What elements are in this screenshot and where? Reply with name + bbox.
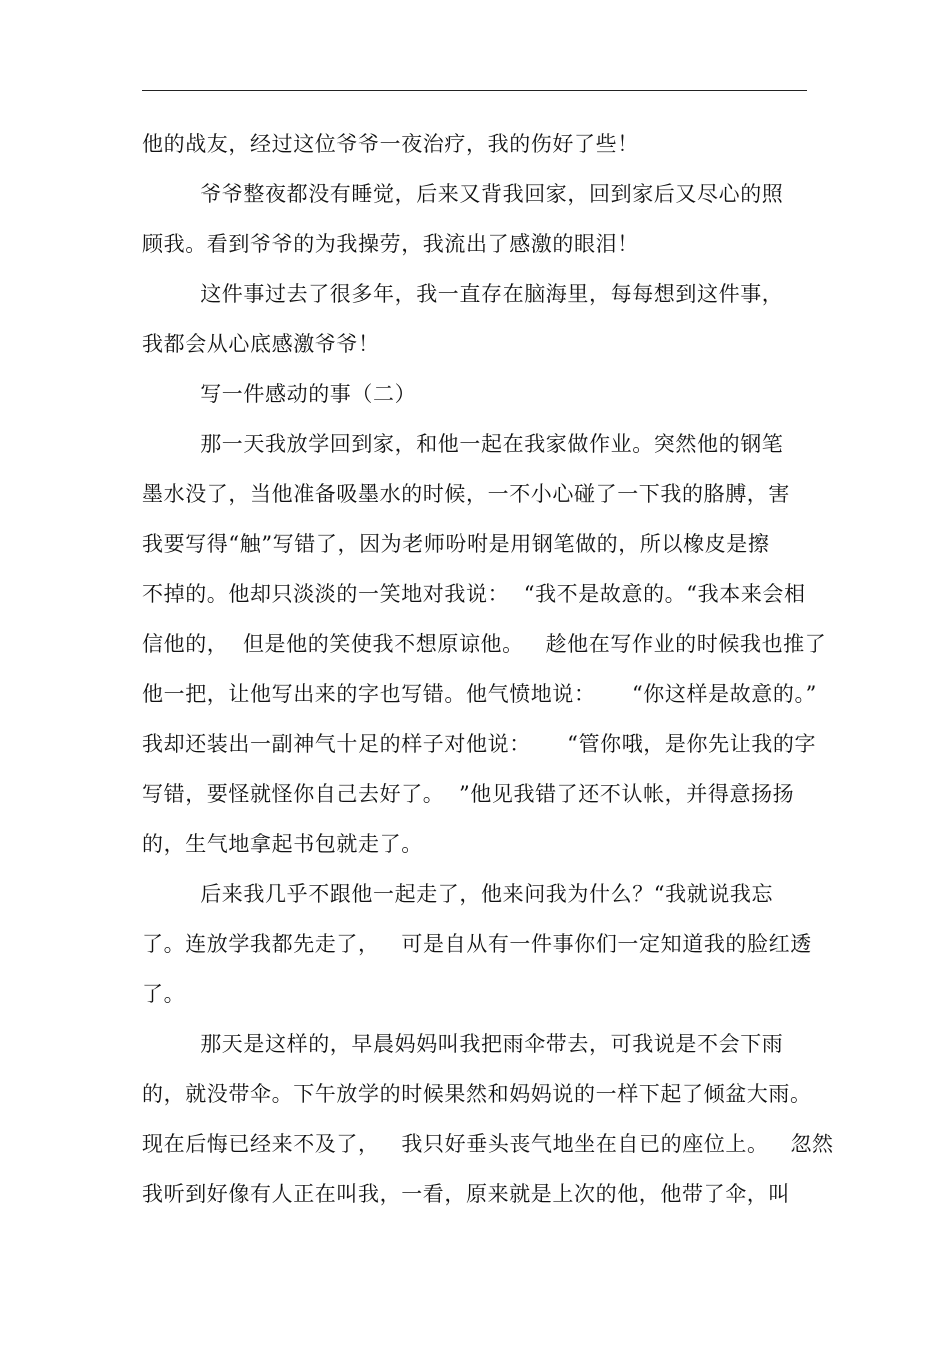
text-line: 信他的， 但是他的笑使我不想原谅他。 趁他在写作业的时候我也推了 [142,632,827,656]
text-line: 墨水没了，当他准备吸墨水的时候，一不小心碰了一下我的胳膊，害 [142,482,790,506]
text-line: 后来我几乎不跟他一起走了，他来问我为什么？“我就说我忘 [142,882,774,906]
text-line: 我都会从心底感激爷爷！ [142,332,380,356]
text-line: 的，生气地拿起书包就走了。 [142,832,423,856]
header-rule [142,90,807,91]
text-line: 那天是这样的，早晨妈妈叫我把雨伞带去，可我说是不会下雨 [142,1032,784,1056]
text-line: 顾我。看到爷爷的为我操劳，我流出了感激的眼泪！ [142,232,639,256]
text-line: 了。 [142,982,186,1006]
text-line: 那一天我放学回到家，和他一起在我家做作业。突然他的钢笔 [142,432,784,456]
text-line: 我听到好像有人正在叫我，一看，原来就是上次的他，他带了伞，叫 [142,1182,790,1206]
text-line: 了。连放学我都先走了， 可是自从有一件事你们一定知道我的脸红透 [142,932,812,956]
text-line: 写错，要怪就怪你自己去好了。 ”他见我错了还不认帐，并得意扬扬 [142,782,795,806]
section-heading: 写一件感动的事（二） [142,382,417,406]
text-line: 这件事过去了很多年，我一直存在脑海里，每每想到这件事， [142,282,784,306]
text-line: 我却还装出一副神气十足的样子对他说： “管你哦，是你先让我的字 [142,732,817,756]
text-line: 不掉的。他却只淡淡的一笑地对我说： “我不是故意的。“我本来会相 [142,582,806,606]
text-line: 现在后悔已经来不及了， 我只好垂头丧气地坐在自已的座位上。 忽然 [142,1132,834,1156]
text-line: 爷爷整夜都没有睡觉，后来又背我回家，回到家后又尽心的照 [142,182,784,206]
text-line: 的，就没带伞。下午放学的时候果然和妈妈说的一样下起了倾盆大雨。 [142,1082,812,1106]
text-line: 他的战友，经过这位爷爷一夜治疗，我的伤好了些！ [142,132,639,156]
text-line: 他一把，让他写出来的字也写错。他气愤地说： “你这样是故意的。” [142,682,817,706]
text-line: 我要写得“触”写错了，因为老师吩咐是用钢笔做的，所以橡皮是擦 [142,532,770,556]
